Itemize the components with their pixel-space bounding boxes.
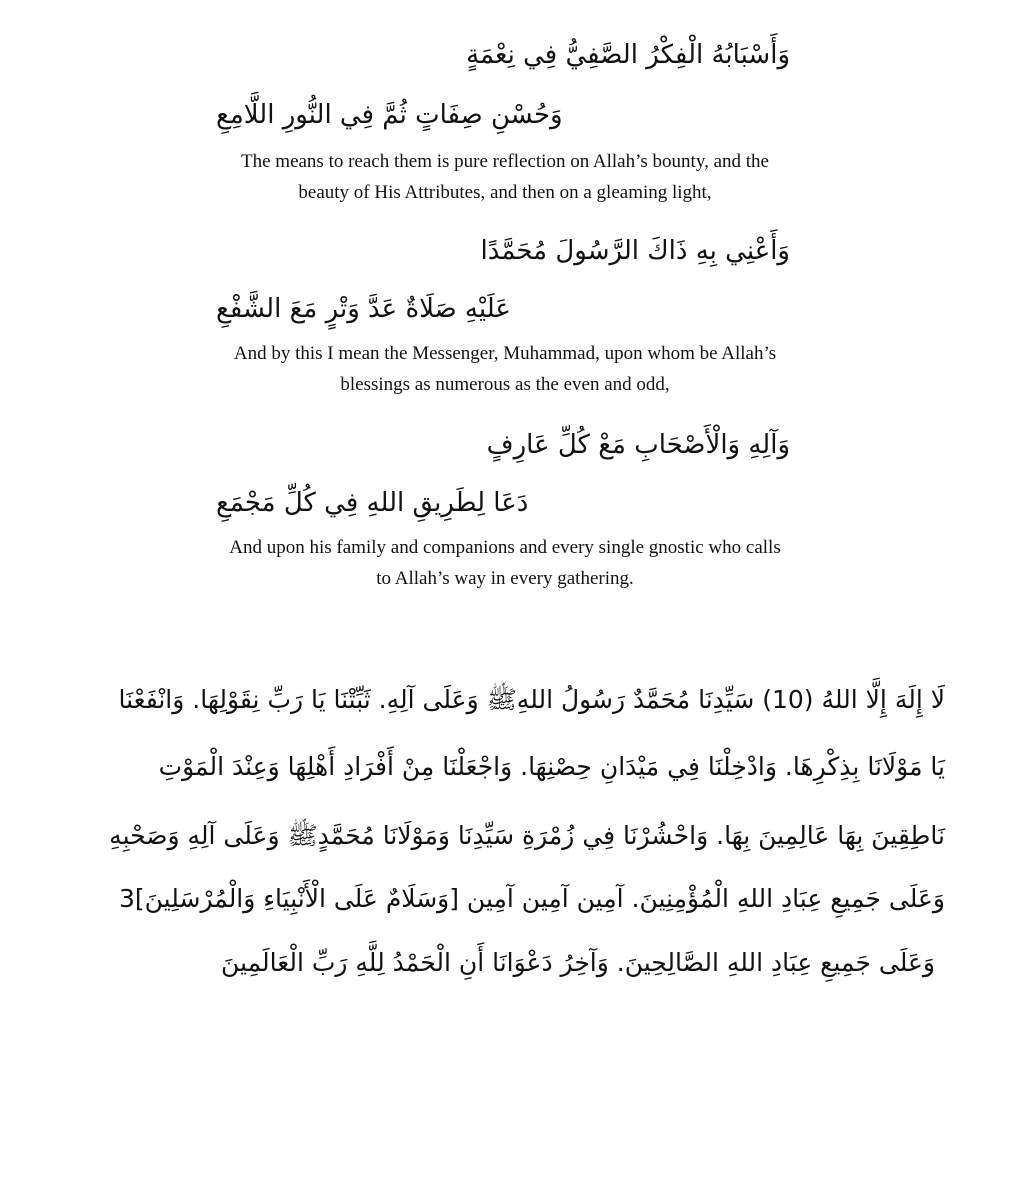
prayer-line-2: يَا مَوْلَانَا بِذِكْرِهَا. وَادْخِلْنَا فِي مَيْدَانِ حِصْنِهَا. وَاجْعَلْنَا مِنْ أَفْرَادِ أَهْلِهَا وَعِنْدَ الْمَوْتِ: [158, 752, 945, 781]
prayer-line-1: لَا إِلَهَ إِلَّا اللهُ (10) سَيِّدِنَا مُحَمَّدٌ رَسُولُ اللهِﷺ وَعَلَى آلِهِ. ثَبِّتْنَا يَا رَبِّ نِقَوْلِهَا. وَانْفَعْنَا: [118, 685, 945, 714]
verse-3-translation-line-2: to Allah’s way in every gathering.: [376, 568, 634, 589]
prayer-line-3: نَاطِقِينَ بِهَا عَالِمِينَ بِهَا. وَاحْشُرْنَا فِي زُمْرَةِ سَيِّدِنَا وَمَوْلَانَا مُحَمَّدٍﷺ وَعَلَى آلِهِ وَصَحْبِهِ: [109, 821, 945, 850]
verse-3-translation: [200, 532, 810, 594]
prayer-line-5: وَعَلَى جَمِيعِ عِبَادِ اللهِ الصَّالِحِينَ. وَآخِرُ دَعْوَانَا أَنِ الْحَمْدُ لِلَّهِ رَبِّ الْعَالَمِينَ: [221, 948, 935, 977]
verse-1-arabic-line-1: وَأَسْبَابُهُ الْفِكْرُ الصَّفِيُّ فِي نِعْمَةٍ: [466, 40, 790, 70]
verse-2-translation: [200, 338, 810, 400]
prayer-line-4: وَعَلَى جَمِيعِ عِبَادِ اللهِ الْمُؤْمِنِينَ. آمِين آمِين آمِين [وَسَلَامٌ عَلَى الْأَنْبِيَاءِ وَالْمُرْسَلِينَ]3: [118, 884, 945, 913]
verse-1-translation-line-1: The means to reach them is pure reflection on Allah’s bounty, and the: [241, 151, 769, 172]
verse-3-arabic-line-2: دَعَا لِطَرِيقِ اللهِ فِي كُلِّ مَجْمَعِ: [216, 488, 529, 518]
verse-3-translation-line-1: And upon his family and companions and every single gnostic who calls: [229, 537, 781, 558]
verse-1-translation-line-2: beauty of His Attributes, and then on a gleaming light,: [298, 182, 712, 203]
verse-2-arabic-line-2: عَلَيْهِ صَلَاةٌ عَدَّ وَتْرٍ مَعَ الشَّفْعِ: [216, 294, 511, 324]
verse-1-translation: [200, 146, 810, 208]
verse-3-arabic-line-1: وَآلِهِ وَالْأَصْحَابِ مَعْ كُلِّ عَارِفٍ: [486, 430, 790, 460]
verse-2-translation-line-1: And by this I mean the Messenger, Muhammad, upon whom be Allah’s: [233, 343, 777, 364]
verse-2-arabic-line-1: وَأَعْنِي بِهِ ذَاكَ الرَّسُولَ مُحَمَّدًا: [480, 236, 790, 266]
verse-1-arabic-line-2: وَحُسْنِ صِفَاتٍ ثُمَّ فِي النُّورِ اللَّامِعِ: [216, 100, 563, 130]
verse-2-translation-line-2: blessings as numerous as the even and odd,: [340, 374, 670, 395]
